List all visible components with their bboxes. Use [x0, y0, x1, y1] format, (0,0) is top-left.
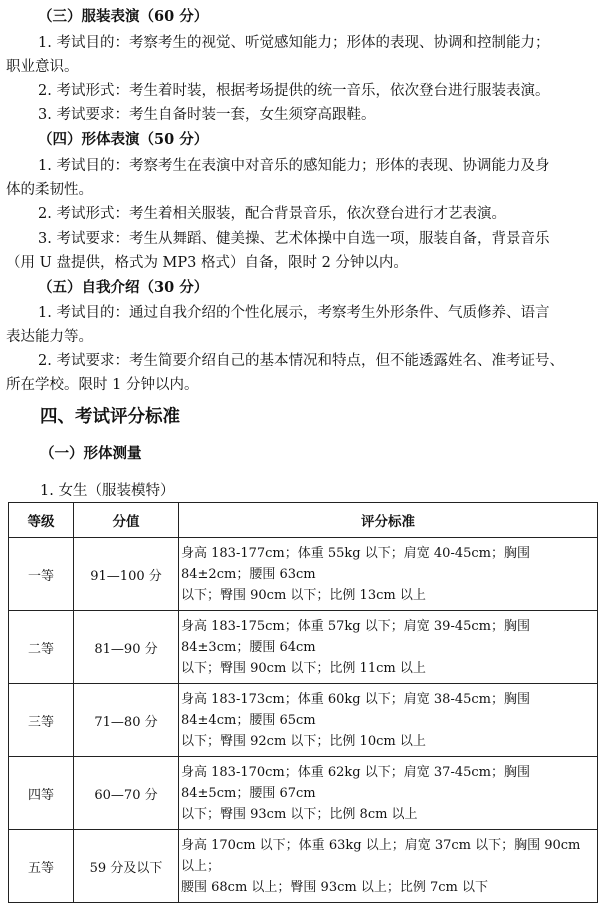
- table-row: [9, 830, 598, 903]
- criteria-line: 身高 170cm 以下；体重 63kg 以上；肩宽 37cm 以下；胸围 90cm 以上；: [181, 837, 581, 874]
- grade-score: 91—100 分: [74, 538, 179, 611]
- criteria-line: 腰围 68cm 以上；臀围 93cm 以上；比例 7cm 以下: [181, 879, 488, 895]
- grade-level: 二等: [9, 611, 74, 684]
- header-score: 分值: [74, 503, 179, 538]
- grade-score: 59 分及以下: [74, 830, 179, 903]
- criteria-line: 以下；臀围 92cm 以下；比例 10cm 以上: [181, 733, 426, 749]
- criteria-line: 身高 183-175cm；体重 57kg 以下；肩宽 39-45cm；胸围 84±3cm；腰围 64cm: [181, 618, 530, 655]
- criteria-line: 以下；臀围 93cm 以下；比例 8cm 以上: [181, 806, 418, 822]
- section-3-item-1: 1. 考试目的：考察考生的视觉、听觉感知能力；形体的表现、协调和控制能力；: [38, 35, 550, 51]
- section-3-title: （三）服装表演（60 分）: [38, 8, 209, 25]
- table-header-row: [9, 503, 598, 538]
- grade-criteria: [179, 538, 598, 611]
- section-4-item-3-cont: （用 U 盘提供，格式为 MP3 格式）自备，限时 2 分钟以内。: [6, 255, 408, 271]
- criteria-line: 身高 183-177cm；体重 55kg 以下；肩宽 40-45cm；胸围 84±2cm；腰围 63cm: [181, 545, 530, 582]
- criteria-line: 以下；臀围 90cm 以下；比例 11cm 以上: [181, 660, 426, 676]
- grade-score: 60—70 分: [74, 757, 179, 830]
- section-5-item-2: 2. 考试要求：考生简要介绍自己的基本情况和特点，但不能透露姓名、准考证号、: [38, 353, 564, 369]
- grade-criteria: [179, 830, 598, 903]
- section-3-item-2: 2. 考试形式：考生着时装，根据考场提供的统一音乐，依次登台进行服装表演。: [38, 83, 550, 99]
- criteria-line: 身高 183-173cm；体重 60kg 以下；肩宽 38-45cm；胸围 84±4cm；腰围 65cm: [181, 691, 530, 728]
- grade-criteria: [179, 757, 598, 830]
- section-3-item-3: 3. 考试要求：考生自备时装一套，女生须穿高跟鞋。: [38, 107, 376, 123]
- section-4-item-2: 2. 考试形式：考生着相关服装，配合背景音乐，依次登台进行才艺表演。: [38, 206, 506, 222]
- grade-criteria: [179, 684, 598, 757]
- table-row: [9, 611, 598, 684]
- grading-table: [8, 502, 598, 903]
- header-level: 等级: [9, 503, 74, 538]
- section-3-item-1-cont: 职业意识。: [6, 59, 79, 75]
- header-criteria: 评分标准: [179, 503, 598, 538]
- section-4-item-1: 1. 考试目的：考察考生在表演中对音乐的感知能力；形体的表现、协调能力及身: [38, 158, 550, 174]
- grade-level: 五等: [9, 830, 74, 903]
- table-caption: 1. 女生（服装模特）: [40, 483, 175, 499]
- grade-criteria: [179, 611, 598, 684]
- section-5-title: （五）自我介绍（30 分）: [38, 279, 209, 296]
- grade-level: 四等: [9, 757, 74, 830]
- section-4-title: （四）形体表演（50 分）: [38, 131, 209, 148]
- grade-level: 三等: [9, 684, 74, 757]
- page-heading: 四、考试评分标准: [40, 407, 180, 427]
- section-5-item-1: 1. 考试目的：通过自我介绍的个性化展示，考察考生外形条件、气质修养、语言: [38, 305, 550, 321]
- table-row: [9, 538, 598, 611]
- table-row: [9, 684, 598, 757]
- grade-level: 一等: [9, 538, 74, 611]
- subheading: （一）形体测量: [40, 445, 142, 462]
- criteria-line: 身高 183-170cm；体重 62kg 以下；肩宽 37-45cm；胸围 84±5cm；腰围 67cm: [181, 764, 530, 801]
- grade-score: 71—80 分: [74, 684, 179, 757]
- section-4-item-1-cont: 体的柔韧性。: [6, 182, 93, 198]
- grade-score: 81—90 分: [74, 611, 179, 684]
- section-4-item-3: 3. 考试要求：考生从舞蹈、健美操、艺术体操中自选一项，服装自备，背景音乐: [38, 231, 550, 247]
- section-5-item-1-cont: 表达能力等。: [6, 329, 93, 345]
- table-row: [9, 757, 598, 830]
- section-5-item-2-cont: 所在学校。限时 1 分钟以内。: [6, 377, 199, 393]
- criteria-line: 以下；臀围 90cm 以下；比例 13cm 以上: [181, 587, 426, 603]
